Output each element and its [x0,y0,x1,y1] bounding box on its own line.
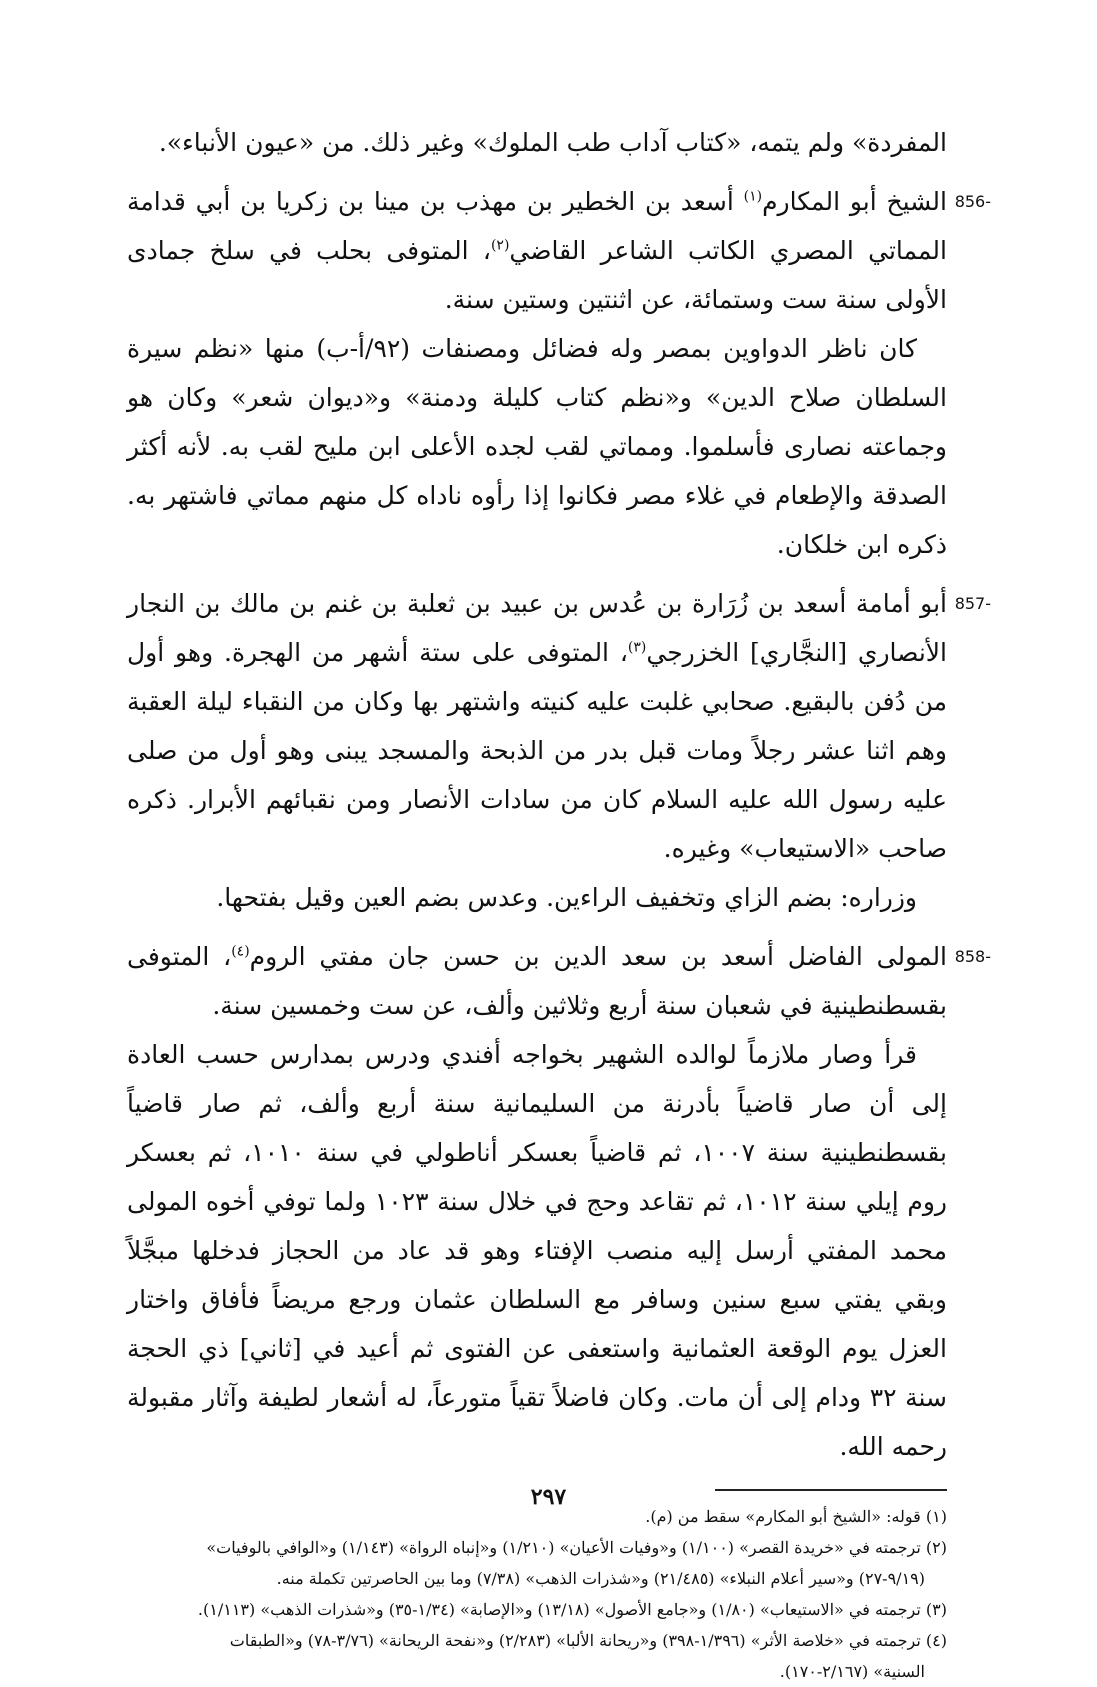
page-body [127,118,991,1687]
entry-text: المولى الفاضل أسعد بن سعد الدين بن حسن جان مفتي الروم [249,942,948,971]
entry-number: 857- [954,594,991,613]
entry-heading: الشيخ أبو المكارم [762,187,947,216]
footnote-continuation: السنية» (٢/١٦٧-١٧٠). [779,1662,925,1681]
entry-number: 856- [954,192,991,211]
footnote: (٤) ترجمته في «خلاصة الأثر» (١/٣٩٦-٣٩٨) و«ريحانة الألبا» (٢/٢٨٣) و«نفحة الريحانة» (٣/٧٦-٧٨) و«الطبقات [229,1631,947,1650]
footnote-continuation: (٩/١٩-٢٧) و«سير أعلام النبلاء» (٢١/٤٨٥) و«شذرات الذهب» (٧/٣٨) وما بين الحاصرتين تكملة منه. [276,1569,925,1588]
footnote-ref: (٢) [490,237,510,254]
entry-paragraph: قرأ وصار ملازماً لوالده الشهير بخواجه أفندي ودرس بمدارس حسب العادة إلى أن صار قاضياً بأدرنة من السليمانية سنة أربع وألف، ثم صار قاضياً بقسطنطينية سنة ١٠٠٧، ثم قاضياً بعسكر أناطولي في سنة ١٠١٠، ثم بعسكر روم إيلي سنة ١٠١٢، ثم تقاعد وحج في خلال سنة ١٠٢٣ ولما توفي أخوه المولى محمد المفتي أرسل إليه منصب الإفتاء وهو قد عاد من الحجاز فدخلها مبجَّلاً وبقي يفتي سبع سنين وسافر مع السلطان عثمان ورجع مريضاً فأفاق واختار العزل يوم الوقعة العثمانية واستعفى عن الفتوى ثم أعيد في [ثاني] ذي الحجة سنة ٣٢ ودام إلى أن مات. وكان فاضلاً تقياً متورعاً، له أشعار لطيفة وآثار مقبولة رحمه الله. [127,1040,948,1461]
entry-857 [127,579,991,922]
entry-heading-text [127,177,947,324]
entry-heading-text [127,579,947,873]
entry-number: 858- [954,947,991,966]
footnote-ref: (٤) [231,943,250,960]
entry-heading-text [127,932,947,1030]
entry-text: ، المتوفى بحلب في سلخ جمادى الأولى سنة ست وستمائة، عن اثنتين وستين سنة. [127,236,947,314]
footnotes [127,1501,947,1687]
entry-paragraph: وزراره: بضم الزاي وتخفيف الراءين. وعدس بضم العين وقيل بفتحها. [216,883,917,912]
footnote-ref: (١) [743,188,763,205]
footnote-ref: (٣) [627,639,647,656]
entry-text: أبو أمامة أسعد بن زُرَارة بن عُدس بن عبيد بن ثعلبة بن غنم بن مالك بن النجار الأنصاري [النجَّاري] الخزرجي [127,589,947,667]
intro-line: المفردة» ولم يتمه، «كتاب آداب طب الملوك» وغير ذلك. من «عيون الأنباء». [158,128,947,157]
entry-paragraph: كان ناظر الدواوين بمصر وله فضائل ومصنفات (٩٢/أ-ب) منها «نظم سيرة السلطان صلاح الدين» و«نظم كتاب كليلة ودمنة» و«ديوان شعر» وكان هو وجماعته نصارى فأسلموا. ومماتي لقب لجده الأعلى ابن مليح لقب به. لأنه أكثر الصدقة والإطعام في غلاء مصر فكانوا إذا رأوه ناداه كل منهم مماتي فاشتهر به. ذكره ابن خلكان. [127,334,947,559]
footnote: (٢) ترجمته في «خريدة القصر» (١/١٠٠) و«وفيات الأعيان» (١/٢١٠) و«إنباه الرواة» (١/١٤٣) و«الوافي بالوفيات» [206,1538,947,1557]
entry-text: ، المتوفى بقسطنطينية في شعبان سنة أربع وثلاثين وألف، عن ست وخمسين سنة. [127,942,947,1020]
entry-text: ، المتوفى على ستة أشهر من الهجرة. وهو أول من دُفن بالبقيع. صحابي غلبت عليه كنيته واشتهر بها وكان من النقباء ليلة العقبة وهم اثنا عشر رجلاً ومات قبل بدر من الذبحة والمسجد يبنى وهو أول من صلى عليه رسول الله عليه السلام كان من سادات الأنصار ومن نقبائهم الأبرار. ذكره صاحب «الاستيعاب» وغيره. [127,638,947,863]
entry-856 [127,177,991,569]
entry-text: أسعد بن الخطير بن مهذب بن مينا بن زكريا بن أبي قدامة المماتي المصري الكاتب الشاعر القاضي [127,187,947,265]
footnote: (١) قوله: «الشيخ أبو المكارم» سقط من (م). [645,1507,947,1526]
entry-858 [127,932,991,1471]
footnote: (٣) ترجمته في «الاستيعاب» (١/٨٠) و«جامع الأصول» (١٣/١٨) و«الإصابة» (١/٣٤-٣٥) و«شذرات الذهب» (١/١١٣). [197,1600,947,1619]
page-number: ٢٩٧ [530,1484,567,1510]
